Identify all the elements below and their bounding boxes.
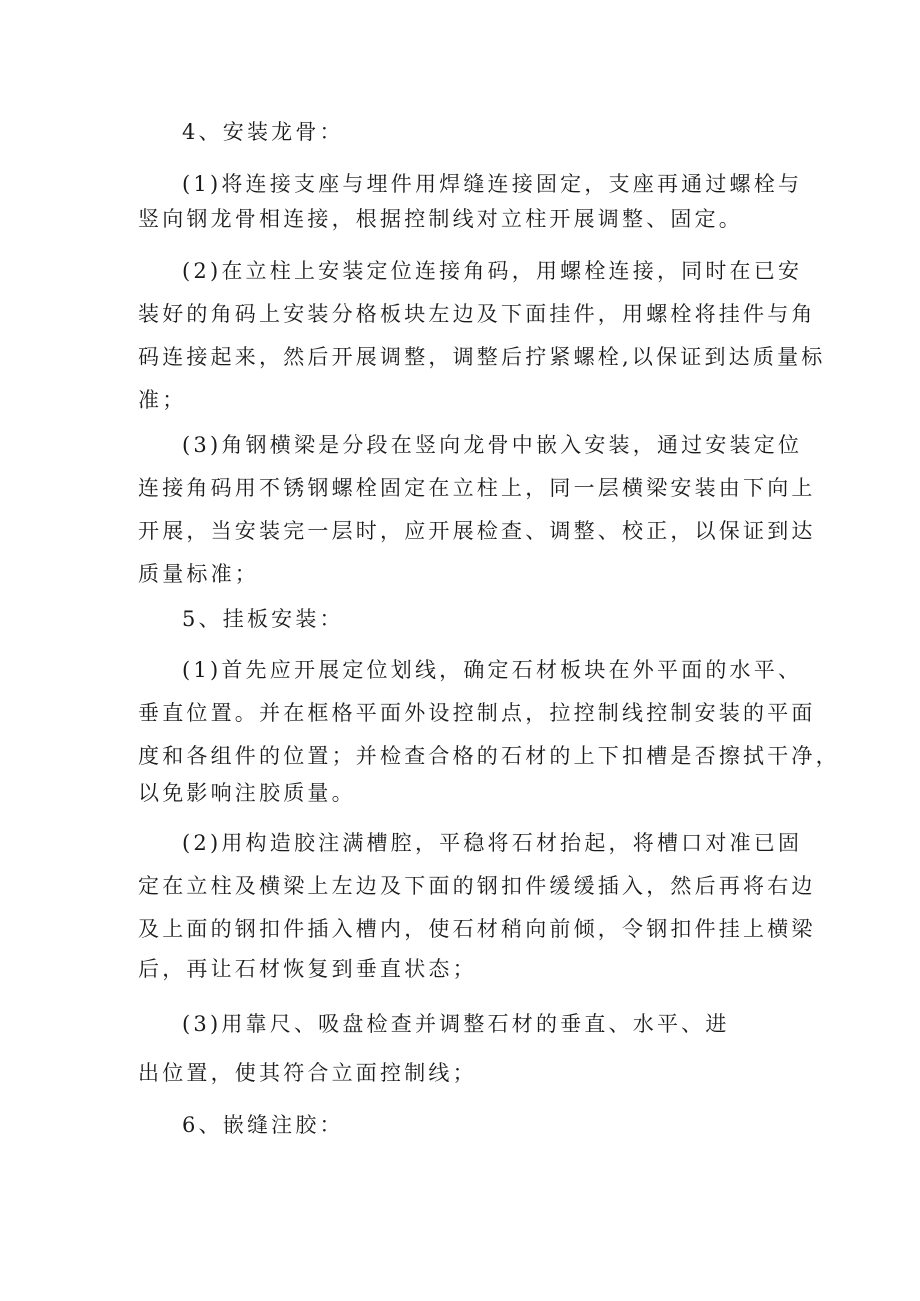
- section-heading-4: 4、安装龙骨：: [182, 120, 344, 144]
- paragraph-5-1-line: 度和各组件的位置；并检查合格的石材的上下扣槽是否擦拭干净，: [138, 744, 840, 768]
- paragraph-4-2-line: 码连接起来，然后开展调整，调整后拧紧螺栓,以保证到达质量标: [138, 345, 826, 369]
- paragraph-4-2-line: 准；: [138, 388, 187, 412]
- paragraph-4-1-line: 竖向钢龙骨相连接，根据控制线对立柱开展调整、固定。: [138, 207, 743, 231]
- paragraph-4-3-line: 开展，当安装完一层时，应开展检查、调整、校正，以保证到达: [138, 519, 816, 543]
- section-heading-5: 5、挂板安装：: [182, 607, 344, 631]
- paragraph-5-3-line: 出位置，使其符合立面控制线；: [138, 1061, 477, 1085]
- paragraph-5-2-line: 及上面的钢扣件插入槽内，使石材稍向前倾，令钢扣件挂上横梁: [138, 917, 816, 941]
- paragraph-4-3-line: (3)角钢横梁是分段在竖向龙骨中嵌入安装，通过安装定位: [182, 433, 803, 457]
- paragraph-5-3-line: (3)用靠尺、吸盘检查并调整石材的垂直、水平、进: [182, 1012, 730, 1036]
- paragraph-4-3-line: 质量标准；: [138, 562, 259, 586]
- paragraph-5-1-line: (1)首先应开展定位划线，确定石材板块在外平面的水平、: [182, 658, 803, 682]
- paragraph-4-1-line: (1)将连接支座与埋件用焊缝连接固定，支座再通过螺栓与: [182, 172, 803, 196]
- paragraph-4-2-line: (2)在立柱上安装定位连接角码，用螺栓连接，同时在已安: [182, 259, 803, 283]
- paragraph-5-2-line: (2)用构造胶注满槽腔，平稳将石材抬起，将槽口对准已固: [182, 831, 803, 855]
- paragraph-5-1-line: 以免影响注胶质量。: [138, 781, 356, 805]
- paragraph-4-3-line: 连接角码用不锈钢螺栓固定在立柱上，同一层横梁安装由下向上: [138, 476, 816, 500]
- paragraph-5-2-line: 后，再让石材恢复到垂直状态；: [138, 957, 477, 981]
- paragraph-5-2-line: 定在立柱及横梁上左边及下面的钢扣件缓缓插入，然后再将右边: [138, 874, 816, 898]
- paragraph-5-1-line: 垂直位置。并在框格平面外设控制点，拉控制线控制安装的平面: [138, 701, 816, 725]
- paragraph-4-2-line: 装好的角码上安装分格板块左边及下面挂件，用螺栓将挂件与角: [138, 302, 816, 326]
- section-heading-6: 6、嵌缝注胶：: [182, 1113, 344, 1137]
